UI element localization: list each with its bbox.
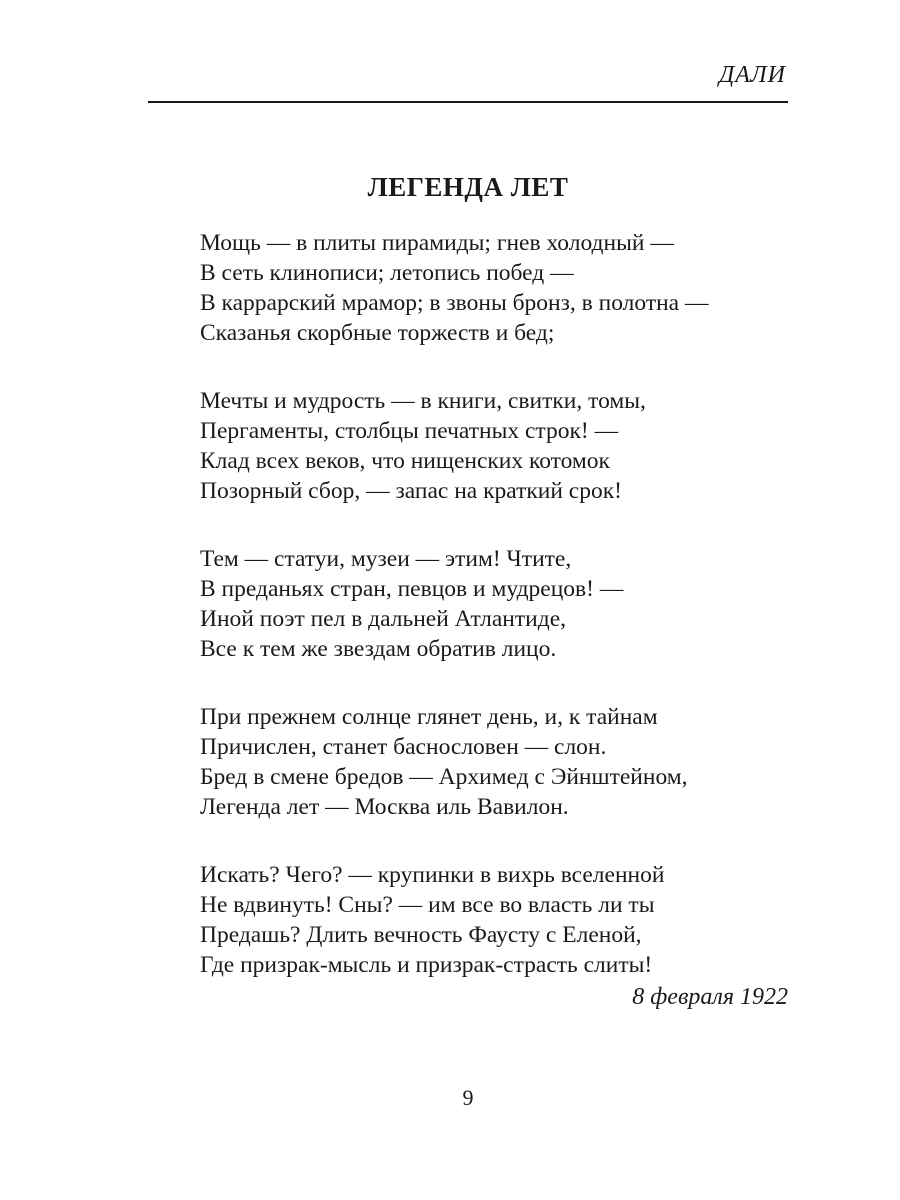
poem-line: Сказанья скорбные торжеств и бед; <box>200 320 555 346</box>
header-rule <box>148 101 788 103</box>
poem-line: Тем — статуи, музеи — этим! Чтите, <box>200 546 572 572</box>
stanza <box>200 544 800 664</box>
poem-line: В каррарский мрамор; в звоны бронз, в полотна — <box>200 290 709 316</box>
stanza <box>200 228 800 348</box>
page-number: 9 <box>462 1085 474 1110</box>
poem-line: Позорный сбор, — запас на краткий срок! <box>200 478 622 504</box>
running-head: ДАЛИ <box>718 62 786 88</box>
poem-line: Пергаменты, столбцы печатных строк! — <box>200 418 619 444</box>
poem-line: Бред в смене бредов — Архимед с Эйнштейном, <box>200 764 688 790</box>
stanza <box>200 386 800 506</box>
poem-line: Причислен, станет баснословен — слон. <box>200 734 607 760</box>
poem-line: При прежнем солнце глянет день, и, к тайнам <box>200 704 658 730</box>
poem-line: Где призрак-мысль и призрак-страсть слиты! <box>200 952 653 978</box>
stanza <box>200 702 800 822</box>
poem-body <box>200 228 800 1018</box>
poem-title: ЛЕГЕНДА ЛЕТ <box>367 172 569 202</box>
poem-line: В преданьях стран, певцов и мудрецов! — <box>200 576 624 602</box>
stanza <box>200 860 800 980</box>
poem-line: Предашь? Длить вечность Фаусту с Еленой, <box>200 922 642 948</box>
poem-line: Мощь — в плиты пирамиды; гнев холодный — <box>200 230 674 256</box>
poem-date: 8 февраля 1922 <box>632 984 788 1010</box>
poem-line: Не вдвинуть! Сны? — им все во власть ли ты <box>200 892 655 918</box>
poem-line: В сеть клинописи; летопись побед — <box>200 260 574 286</box>
poem-line: Все к тем же звездам обратив лицо. <box>200 636 557 662</box>
poem-line: Клад всех веков, что нищенских котомок <box>200 448 610 474</box>
poem-line: Легенда лет — Москва иль Вавилон. <box>200 794 569 820</box>
poem-line: Мечты и мудрость — в книги, свитки, томы, <box>200 388 646 414</box>
poem-line: Иной поэт пел в дальней Атлантиде, <box>200 606 566 632</box>
poem-line: Искать? Чего? — крупинки в вихрь вселенной <box>200 862 665 888</box>
